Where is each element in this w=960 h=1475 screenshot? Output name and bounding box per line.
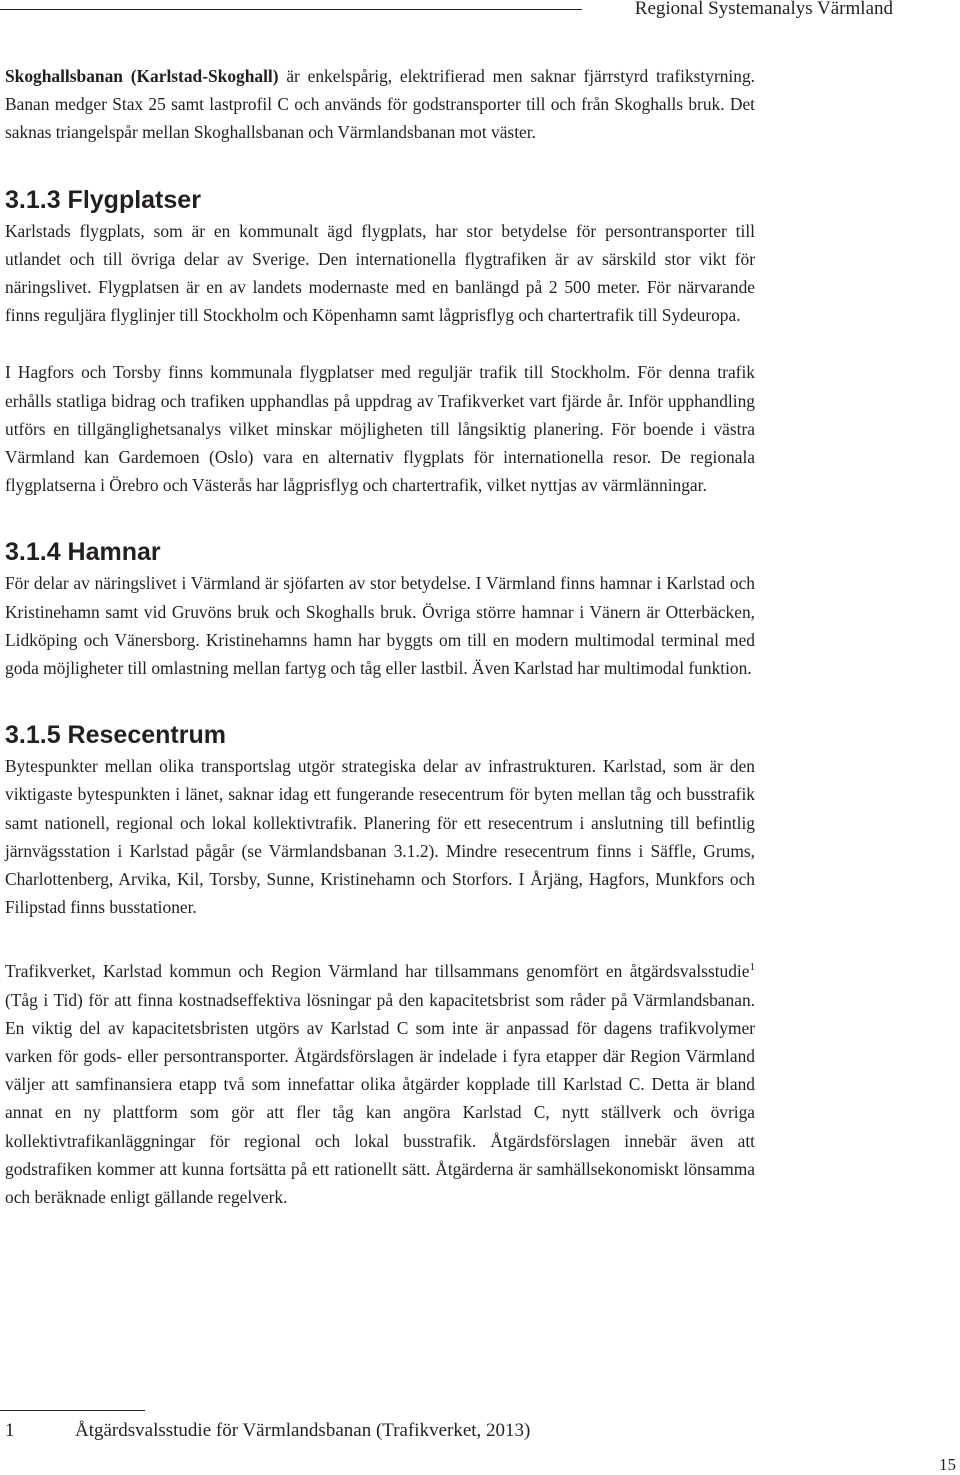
flyg-paragraph-1: Karlstads flygplats, som är en kommunalt ägd flygplats, har stor betydelse för persontransporter till utlandet och till övriga delar av Sverige. Den internationella flygtrafiken är av särskild stor vikt för näringslivet. Flygplatsen är en av landets modernaste med en banlängd på 2 500 meter. För närvarande finns reguljära flyglinjer till Stockholm och Köpenhamn samt lågprisflyg och chartertrafik till Sydeuropa. <box>5 220 755 326</box>
flyg-paragraph-2: I Hagfors och Torsby finns kommunala flygplatser med reguljär trafik till Stockholm. För denna trafik erhålls statliga bidrag och trafiken upphandlas på uppdrag av Trafikverket vart fjärde år. Inför upphandling utförs en tillgänglighetsanalys vilket minskar möjligheten till långsiktig planering. För boende i västra Värmland kan Gardemoen (Oslo) vara en alternativ flygplats för internationella resor. De regionala flygplatserna i Örebro och Västerås har lågprisflyg och chartertrafik, vilket nyttjas av värmlänningar. <box>5 362 755 496</box>
heading-flygplatser: 3.1.3 Flygplatser <box>5 185 201 214</box>
rese-paragraph-2 <box>5 957 755 1211</box>
footnote-number: 1 <box>5 1420 15 1441</box>
hamnar-paragraph: För delar av näringslivet i Värmland är sjöfarten av stor betydelse. I Värmland finns hamnar i Karlstad och Kristinehamn samt vid Gruvöns bruk och Skoghalls bruk. Övriga större hamnar i Vänern är Otterbäcken, Lidköping och Vänersborg. Kristinehamns hamn har byggts om till en modern multimodal terminal med goda möjligheter till omlastning mellan fartyg och tåg eller lastbil. Även Karlstad har multimodal funktion. <box>5 573 755 679</box>
page-number: 15 <box>939 1455 956 1474</box>
footnote-text: Åtgärdsvalsstudie för Värmlandsbanan (Trafikverket, 2013) <box>75 1420 531 1441</box>
intro-paragraph <box>5 62 755 147</box>
footnote <box>5 1419 530 1443</box>
intro-bold-lead: Skoghallsbanan (Karlstad-Skoghall) <box>5 66 279 86</box>
intro-text: är enkelspårig, elektrifierad men saknar fjärrstyrd trafikstyrning. Banan medger Stax 25 samt lastprofil C och används för godstransporter till och från Skoghalls bruk. Det saknas triangelspår mellan Skoghallsbanan och Värmlandsbanan mot väster. <box>5 66 756 143</box>
heading-hamnar: 3.1.4 Hamnar <box>5 538 161 567</box>
rese-paragraph-2-part-b: (Tåg i Tid) för att finna kostnadseffektiva lösningar på den kapacitetsbrist som råder på Värmlandsbanan. En viktig del av kapacitetsbristen utgörs av Karlstad C som inte är anpassad för dagens trafikvolymer varken för gods- eller persontransporter. Åtgärdsförslagen är indelade i fyra etapper där Region Värmland väljer att samfinansiera etapp två som innefattar olika åtgärder kopplade till Karlstad C. Detta är bland annat en ny plattform som gör att fler tåg kan angöra Karlstad C, nytt ställverk och övriga kollektivtrafikanläggningar för regional och lokal busstrafik. Åtgärdsförslagen innebär även att godstrafiken kommer att kunna fortsätta på ett rationellt sätt. Åtgärderna är samhällsekonomiskt lönsamma och beräknade enligt gällande regelverk. <box>5 989 755 1208</box>
running-header: Regional Systemanalys Värmland <box>634 0 893 19</box>
header-rule <box>0 9 582 10</box>
page-body <box>5 62 755 1211</box>
rese-paragraph-1: Bytespunkter mellan olika transportslag utgör strategiska delar av infrastrukturen. Karlstad, som är den viktigaste bytespunkten i länet, saknar idag ett fungerande resecentrum för byten mellan tåg och busstrafik samt nationell, regional och lokal kollektivtrafik. Planering för ett resecentrum i anslutning till befintlig järnvägsstation i Karlstad pågår (se Värmlandsbanan 3.1.2). Mindre resecentrum finns i Säffle, Grums, Charlottenberg, Arvika, Kil, Torsby, Sunne, Kristinehamn och Storfors. I Årjäng, Hagfors, Munkfors och Filipstad finns busstationer. <box>5 756 755 918</box>
footnote-rule <box>0 1410 145 1411</box>
footnote-reference[interactable]: 1 <box>749 961 755 974</box>
heading-resecentrum: 3.1.5 Resecentrum <box>5 721 226 750</box>
rese-paragraph-2-part-a: Trafikverket, Karlstad kommun och Region Värmland har tillsammans genomfört en åtgärdsvalsstudie <box>5 961 750 982</box>
